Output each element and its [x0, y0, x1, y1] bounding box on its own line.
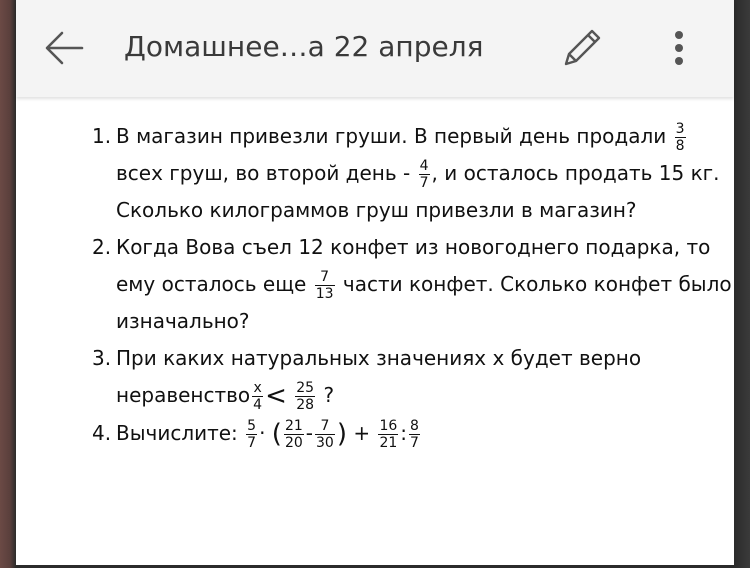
task-number: 3.	[92, 346, 112, 370]
fraction	[315, 269, 335, 302]
fraction	[295, 380, 315, 413]
denominator: 21	[379, 435, 398, 451]
task-text: части конфет. Сколько конфет было	[342, 272, 732, 296]
denominator: 7	[419, 175, 429, 191]
task-2	[92, 229, 732, 340]
task-text: Сколько килограммов груш привезли в магазин?	[116, 198, 637, 222]
task-number: 1.	[92, 124, 112, 148]
more-vertical-icon	[664, 26, 694, 70]
task-text: неравенство	[116, 383, 251, 407]
left-paren: (	[271, 419, 282, 449]
fraction	[409, 418, 420, 451]
fraction	[378, 418, 398, 451]
fraction	[252, 380, 263, 413]
task-line	[116, 415, 712, 453]
denominator: 20	[284, 435, 303, 451]
denominator: 13	[315, 286, 334, 302]
right-paren: )	[336, 419, 347, 449]
numerator: 3	[675, 121, 685, 137]
homework-content	[92, 118, 732, 453]
numerator: 21	[284, 418, 303, 434]
task-text: Вычислите:	[116, 421, 238, 445]
task-4	[92, 415, 712, 453]
task-text: , и осталось продать 15 кг.	[431, 161, 720, 185]
numerator: 5	[247, 418, 257, 434]
task-number: 4.	[92, 421, 112, 445]
minus-sign: -	[305, 421, 313, 445]
task-number: 2.	[92, 235, 112, 259]
denominator: 30	[316, 435, 334, 451]
numerator: 16	[379, 418, 398, 434]
question-mark: ?	[323, 383, 335, 407]
fraction	[246, 418, 257, 451]
task-text: При каких натуральных значениях x будет верно	[116, 346, 642, 370]
task-3	[92, 340, 712, 415]
numerator: x	[253, 380, 262, 396]
fraction	[315, 418, 335, 451]
fraction	[284, 418, 304, 451]
divide-sign: :	[400, 421, 408, 445]
denominator: 28	[296, 397, 315, 413]
task-line	[116, 118, 712, 155]
edit-button[interactable]	[560, 26, 604, 70]
fraction	[675, 121, 686, 154]
task-1	[92, 118, 720, 229]
less-than-sign: <	[265, 381, 287, 411]
task-line	[116, 155, 720, 192]
numerator: 8	[410, 418, 419, 434]
screen	[16, 0, 734, 565]
multiply-sign: ·	[259, 421, 266, 445]
page-title: Домашнее…а 22 апреля	[124, 30, 484, 63]
task-text: всех груш, во второй день -	[116, 161, 411, 185]
denominator: 7	[247, 435, 257, 451]
numerator: 7	[315, 269, 335, 286]
denominator: 4	[253, 397, 263, 413]
denominator: 7	[410, 435, 419, 451]
task-line	[116, 377, 712, 415]
task-text: Когда Вова съел 12 конфет из новогоднего подарка, то	[116, 235, 711, 259]
task-text: изначально?	[116, 309, 250, 333]
numerator: 7	[315, 418, 335, 435]
back-button[interactable]	[42, 28, 86, 68]
numerator: 25	[296, 380, 315, 396]
fraction	[419, 158, 430, 191]
more-options-button[interactable]	[664, 26, 694, 70]
task-text: ему осталось еще	[116, 272, 307, 296]
plus-sign: +	[353, 421, 371, 445]
numerator: 4	[419, 158, 429, 174]
pencil-icon	[560, 26, 604, 70]
app-bar	[16, 0, 734, 97]
denominator: 8	[675, 138, 685, 154]
arrow-left-icon	[42, 28, 86, 68]
task-line	[116, 266, 732, 303]
task-text: В магазин привезли груши. В первый день продали	[116, 124, 667, 148]
